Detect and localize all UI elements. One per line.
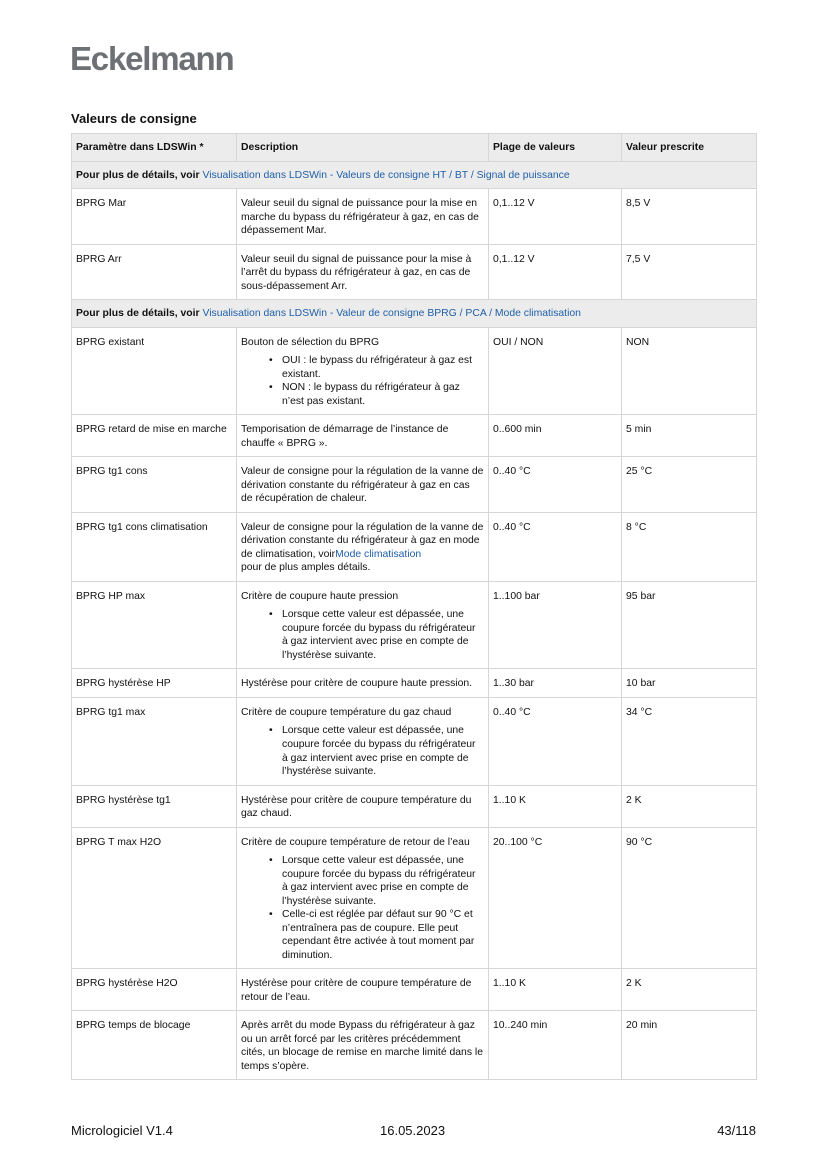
cell-default: 2 K xyxy=(622,969,757,1011)
cell-range: 0,1..12 V xyxy=(489,189,622,245)
table-row xyxy=(72,1011,757,1080)
description-text: Hystérèse pour critère de coupure température de retour de l’eau. xyxy=(241,978,472,1003)
cell-range: 0..40 °C xyxy=(489,697,622,785)
description-link[interactable]: Mode climatisation xyxy=(335,548,422,560)
parameters-table xyxy=(71,133,757,1080)
note-row xyxy=(72,300,757,328)
table-row xyxy=(72,827,757,969)
cell-range: 20..100 °C xyxy=(489,827,622,969)
note-lead-text: Pour plus de détails, voir xyxy=(76,169,200,181)
footer-date: 16.05.2023 xyxy=(380,1123,446,1138)
column-header-parameter: Paramètre dans LDSWin * xyxy=(72,134,237,162)
cell-description xyxy=(237,415,489,457)
cell-description xyxy=(237,969,489,1011)
cell-default: 8,5 V xyxy=(622,189,757,245)
cell-default: 2 K xyxy=(622,785,757,827)
table-row xyxy=(72,327,757,415)
note-lead-text: Pour plus de détails, voir xyxy=(76,308,200,320)
note-row xyxy=(72,161,757,189)
cell-description xyxy=(237,827,489,969)
cell-default: 5 min xyxy=(622,415,757,457)
table-row xyxy=(72,581,757,669)
description-text: Hystérèse pour critère de coupure haute pression. xyxy=(241,678,473,690)
note-link[interactable]: Visualisation dans LDSWin - Valeur de consigne BPRG / PCA / Mode climatisation xyxy=(202,308,581,320)
cell-parameter: BPRG Mar xyxy=(72,189,237,245)
cell-parameter: BPRG hystérèse H2O xyxy=(72,969,237,1011)
cell-default: 10 bar xyxy=(622,669,757,698)
cell-range: 0..40 °C xyxy=(489,457,622,513)
cell-default: 90 °C xyxy=(622,827,757,969)
description-text: Valeur de consigne pour la régulation de la vanne de dérivation constante du réfrigérateur à gaz en cas de récupération de chaleur. xyxy=(241,466,484,505)
bullet-item: • Celle-ci est réglée par défaut sur 90 °C et n’entraînera pas de coupure. Elle peut cependant être activée à tout moment par diminution. xyxy=(269,908,484,962)
table-row xyxy=(72,512,757,581)
note-link[interactable]: Visualisation dans LDSWin - Valeurs de consigne HT / BT / Signal de puissance xyxy=(202,169,570,181)
cell-description xyxy=(237,669,489,698)
cell-parameter: BPRG temps de blocage xyxy=(72,1011,237,1080)
description-bullets xyxy=(241,354,484,408)
description-text: Valeur seuil du signal de puissance pour la mise à l’arrêt du bypass du réfrigérateur à gaz, en cas de sous-dépassement Arr. xyxy=(241,253,472,292)
cell-parameter: BPRG HP max xyxy=(72,581,237,669)
description-text: Temporisation de démarrage de l’instance de chauffe « BPRG ». xyxy=(241,424,449,449)
table-row xyxy=(72,457,757,513)
cell-parameter: BPRG hystérèse HP xyxy=(72,669,237,698)
cell-parameter: BPRG tg1 max xyxy=(72,697,237,785)
cell-description xyxy=(237,244,489,300)
cell-parameter: BPRG hystérèse tg1 xyxy=(72,785,237,827)
company-logo: Eckelmann xyxy=(70,40,234,77)
cell-description xyxy=(237,189,489,245)
cell-default: 25 °C xyxy=(622,457,757,513)
table-row xyxy=(72,785,757,827)
table-row xyxy=(72,189,757,245)
table-row xyxy=(72,969,757,1011)
description-bullets xyxy=(241,854,484,962)
cell-default: 34 °C xyxy=(622,697,757,785)
note-cell xyxy=(72,161,757,189)
bullet-item: • Lorsque cette valeur est dépassée, une coupure forcée du bypass du réfrigérateur à gaz intervient avec prise en compte de l’hystérèse suivante. xyxy=(269,854,484,908)
table-row xyxy=(72,669,757,698)
description-text: Bouton de sélection du BPRG xyxy=(241,336,380,348)
cell-default: 7,5 V xyxy=(622,244,757,300)
cell-range: 1..30 bar xyxy=(489,669,622,698)
cell-description xyxy=(237,581,489,669)
description-text-after: pour de plus amples détails. xyxy=(241,562,371,574)
cell-parameter: BPRG tg1 cons xyxy=(72,457,237,513)
description-text: Critère de coupure température de retour de l’eau xyxy=(241,836,470,848)
description-text: Valeur de consigne pour la régulation de la vanne de dérivation constante du réfrigérateur à gaz en mode de climatisation, voir xyxy=(241,521,484,560)
cell-description xyxy=(237,785,489,827)
cell-default: 95 bar xyxy=(622,581,757,669)
section-title: Valeurs de consigne xyxy=(71,111,197,126)
description-text: Critère de coupure température du gaz chaud xyxy=(241,706,452,718)
cell-description xyxy=(237,1011,489,1080)
bullet-item: • NON : le bypass du réfrigérateur à gaz n’est pas existant. xyxy=(269,381,484,408)
cell-description xyxy=(237,697,489,785)
bullet-item: • OUI : le bypass du réfrigérateur à gaz est existant. xyxy=(269,354,484,381)
cell-description xyxy=(237,457,489,513)
cell-default: NON xyxy=(622,327,757,415)
description-bullets xyxy=(241,724,484,778)
table-row xyxy=(72,244,757,300)
column-header-description: Description xyxy=(237,134,489,162)
description-text: Critère de coupure haute pression xyxy=(241,590,399,602)
cell-description xyxy=(237,512,489,581)
cell-range: 1..100 bar xyxy=(489,581,622,669)
cell-range: 0,1..12 V xyxy=(489,244,622,300)
cell-parameter: BPRG existant xyxy=(72,327,237,415)
note-cell xyxy=(72,300,757,328)
cell-description xyxy=(237,327,489,415)
table-row xyxy=(72,415,757,457)
table-row xyxy=(72,697,757,785)
table-header-row xyxy=(72,134,757,162)
column-header-default: Valeur prescrite xyxy=(622,134,757,162)
footer-firmware-version: Micrologiciel V1.4 xyxy=(71,1123,173,1138)
bullet-item: • Lorsque cette valeur est dépassée, une coupure forcée du bypass du réfrigérateur à gaz intervient avec prise en compte de l’hystérèse suivante. xyxy=(269,608,484,662)
description-bullets xyxy=(241,608,484,662)
cell-default: 20 min xyxy=(622,1011,757,1080)
cell-range: 0..600 min xyxy=(489,415,622,457)
description-text: Après arrêt du mode Bypass du réfrigérateur à gaz ou un arrêt forcé par les critères précédemment cités, un blocage de remise en marche limité dans le temps s’opère. xyxy=(241,1020,483,1072)
description-text: Hystérèse pour critère de coupure température du gaz chaud. xyxy=(241,794,472,820)
cell-range: 10..240 min xyxy=(489,1011,622,1080)
bullet-item: • Lorsque cette valeur est dépassée, une coupure forcée du bypass du réfrigérateur à gaz intervient avec prise en compte de l’hystérèse suivante. xyxy=(269,724,484,778)
cell-parameter: BPRG Arr xyxy=(72,244,237,300)
cell-parameter: BPRG T max H2O xyxy=(72,827,237,969)
cell-parameter: BPRG tg1 cons climatisation xyxy=(72,512,237,581)
description-text: Valeur seuil du signal de puissance pour la mise en marche du bypass du réfrigérateur à gaz, en cas de dépassement Mar. xyxy=(241,198,479,237)
cell-parameter: BPRG retard de mise en marche xyxy=(72,415,237,457)
cell-range: 1..10 K xyxy=(489,785,622,827)
column-header-range: Plage de valeurs xyxy=(489,134,622,162)
cell-range: 0..40 °C xyxy=(489,512,622,581)
cell-range: OUI / NON xyxy=(489,327,622,415)
footer-page-number: 43/118 xyxy=(717,1123,756,1138)
cell-default: 8 °C xyxy=(622,512,757,581)
cell-range: 1..10 K xyxy=(489,969,622,1011)
